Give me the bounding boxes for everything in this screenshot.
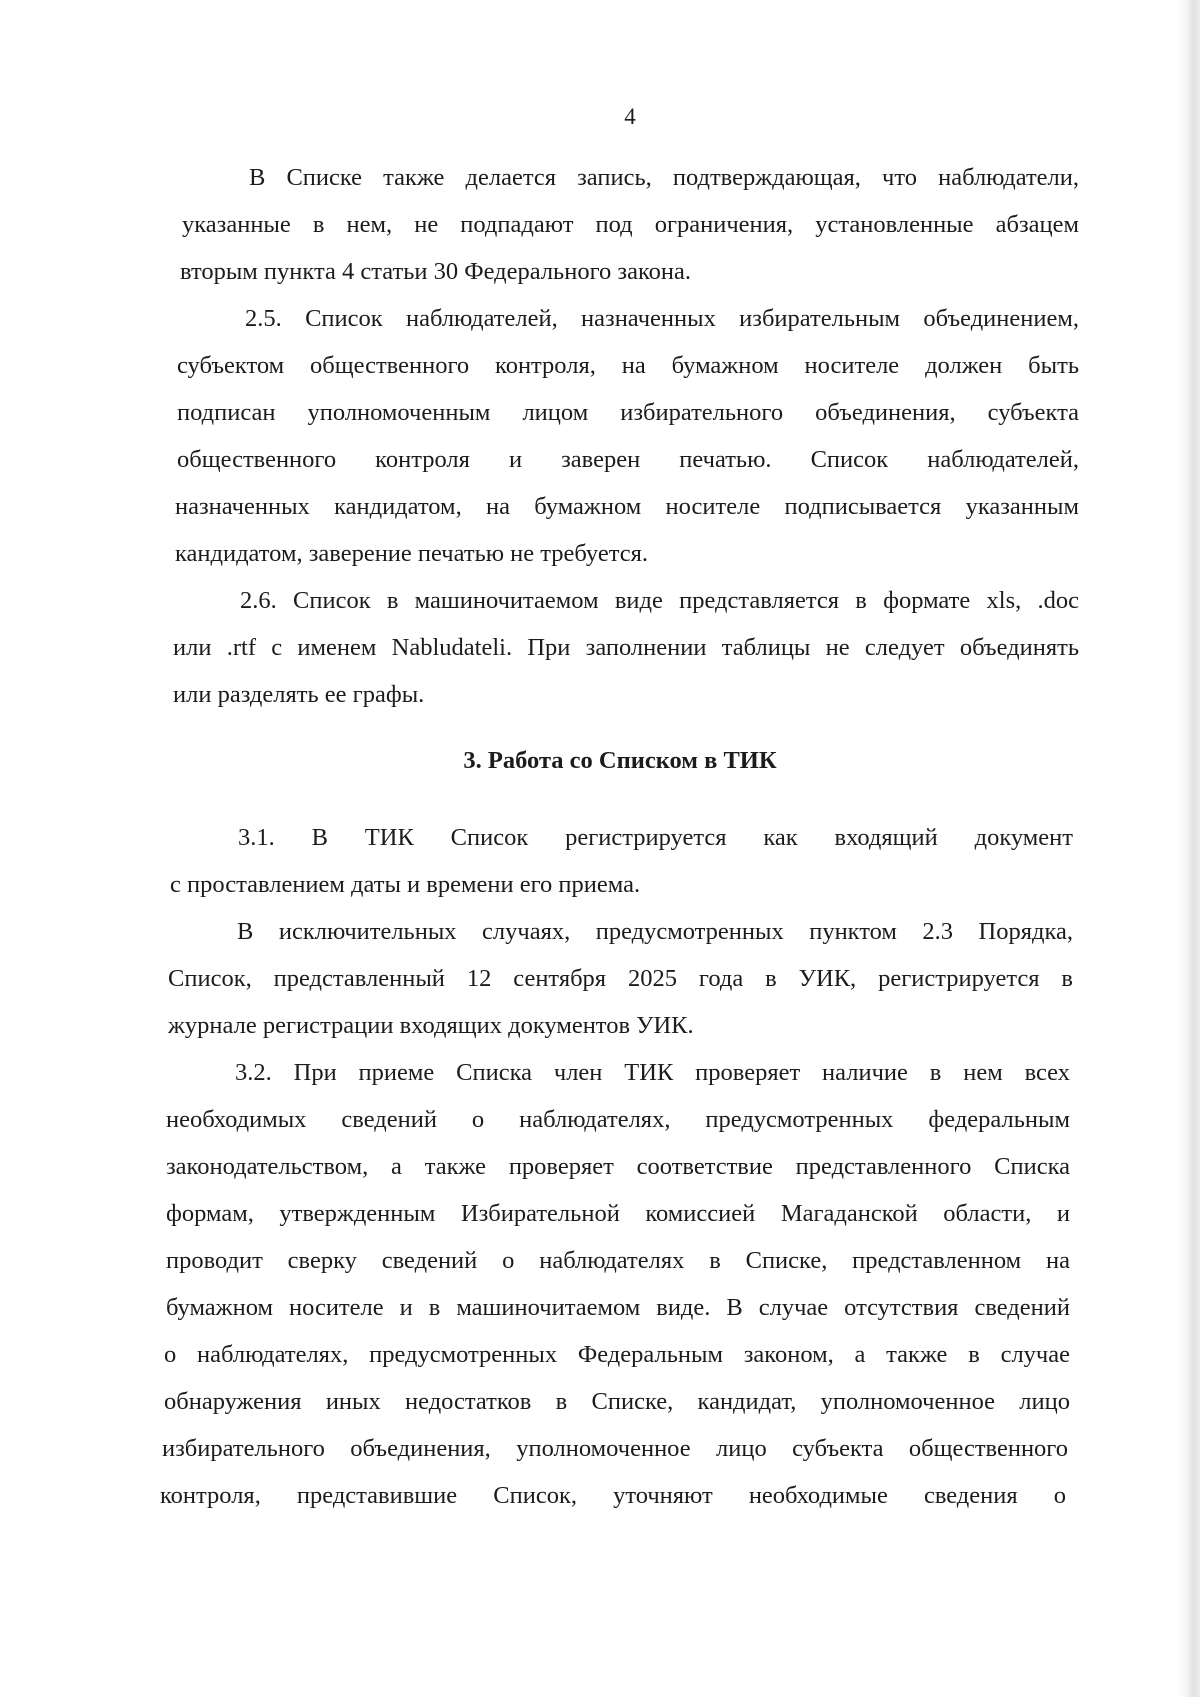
section-paragraph-3-line-5: проводит сверку сведений о наблюдателях в Списке, представленном на: [166, 1247, 1070, 1274]
paragraph-3-line-1: 2.6. Список в машиночитаемом виде представляется в формате xls, .doc: [240, 587, 1079, 614]
paragraph-2-line-6: кандидатом, заверение печатью не требуется.: [175, 540, 649, 567]
page-number: 4: [624, 104, 636, 129]
section-paragraph-3-line-1: 3.2. При приеме Списка член ТИК проверяет наличие в нем всех: [235, 1059, 1070, 1086]
section-paragraph-3-line-10: контроля, представившие Список, уточняют необходимые сведения о: [160, 1482, 1066, 1509]
paragraph-3-line-3: или разделять ее графы.: [173, 681, 425, 708]
section-paragraph-2-line-2: Список, представленный 12 сентября 2025 года в УИК, регистрируется в: [168, 965, 1073, 992]
section-paragraph-1-line-1: 3.1. В ТИК Список регистрируется как входящий документ: [238, 824, 1073, 851]
section-paragraph-3-line-3: законодательством, а также проверяет соответствие представленного Списка: [166, 1153, 1070, 1180]
paragraph-2-line-3: подписан уполномоченным лицом избирательного объединения, субъекта: [177, 399, 1079, 426]
paragraph-3-line-2: или .rtf с именем Nabludateli. При заполнении таблицы не следует объединять: [173, 634, 1079, 661]
section-paragraph-3-line-4: формам, утвержденным Избирательной комиссией Магаданской области, и: [166, 1200, 1070, 1227]
paragraph-1-line-2: указанные в нем, не подпадают под ограничения, установленные абзацем: [182, 211, 1079, 238]
section-paragraph-3-line-7: о наблюдателях, предусмотренных Федеральным законом, а также в случае: [164, 1341, 1070, 1368]
section-paragraph-2-line-1: В исключительных случаях, предусмотренных пунктом 2.3 Порядка,: [237, 918, 1073, 945]
section-paragraph-1-line-2: с проставлением даты и времени его приема.: [170, 871, 641, 898]
section-paragraph-3-line-6: бумажном носителе и в машиночитаемом виде. В случае отсутствия сведений: [166, 1294, 1070, 1321]
paragraph-2-line-4: общественного контроля и заверен печатью. Список наблюдателей,: [177, 446, 1079, 473]
paragraph-2-line-1: 2.5. Список наблюдателей, назначенных избирательным объединением,: [245, 305, 1079, 332]
paragraph-2-line-2: субъектом общественного контроля, на бумажном носителе должен быть: [177, 352, 1079, 379]
section-paragraph-3-line-9: избирательного объединения, уполномоченное лицо субъекта общественного: [162, 1435, 1068, 1462]
paragraph-1-line-3: вторым пункта 4 статьи 30 Федерального закона.: [180, 258, 691, 285]
section-paragraph-3-line-2: необходимых сведений о наблюдателях, предусмотренных федеральным: [166, 1106, 1070, 1133]
section-paragraph-2-line-3: журнале регистрации входящих документов УИК.: [168, 1012, 694, 1039]
paragraph-2-line-5: назначенных кандидатом, на бумажном носителе подписывается указанным: [175, 493, 1079, 520]
section-heading: 3. Работа со Списком в ТИК: [463, 747, 777, 774]
scan-edge: [1178, 0, 1200, 1697]
section-paragraph-3-line-8: обнаружения иных недостатков в Списке, кандидат, уполномоченное лицо: [164, 1388, 1070, 1415]
paragraph-1-line-1: В Списке также делается запись, подтверждающая, что наблюдатели,: [249, 164, 1079, 191]
